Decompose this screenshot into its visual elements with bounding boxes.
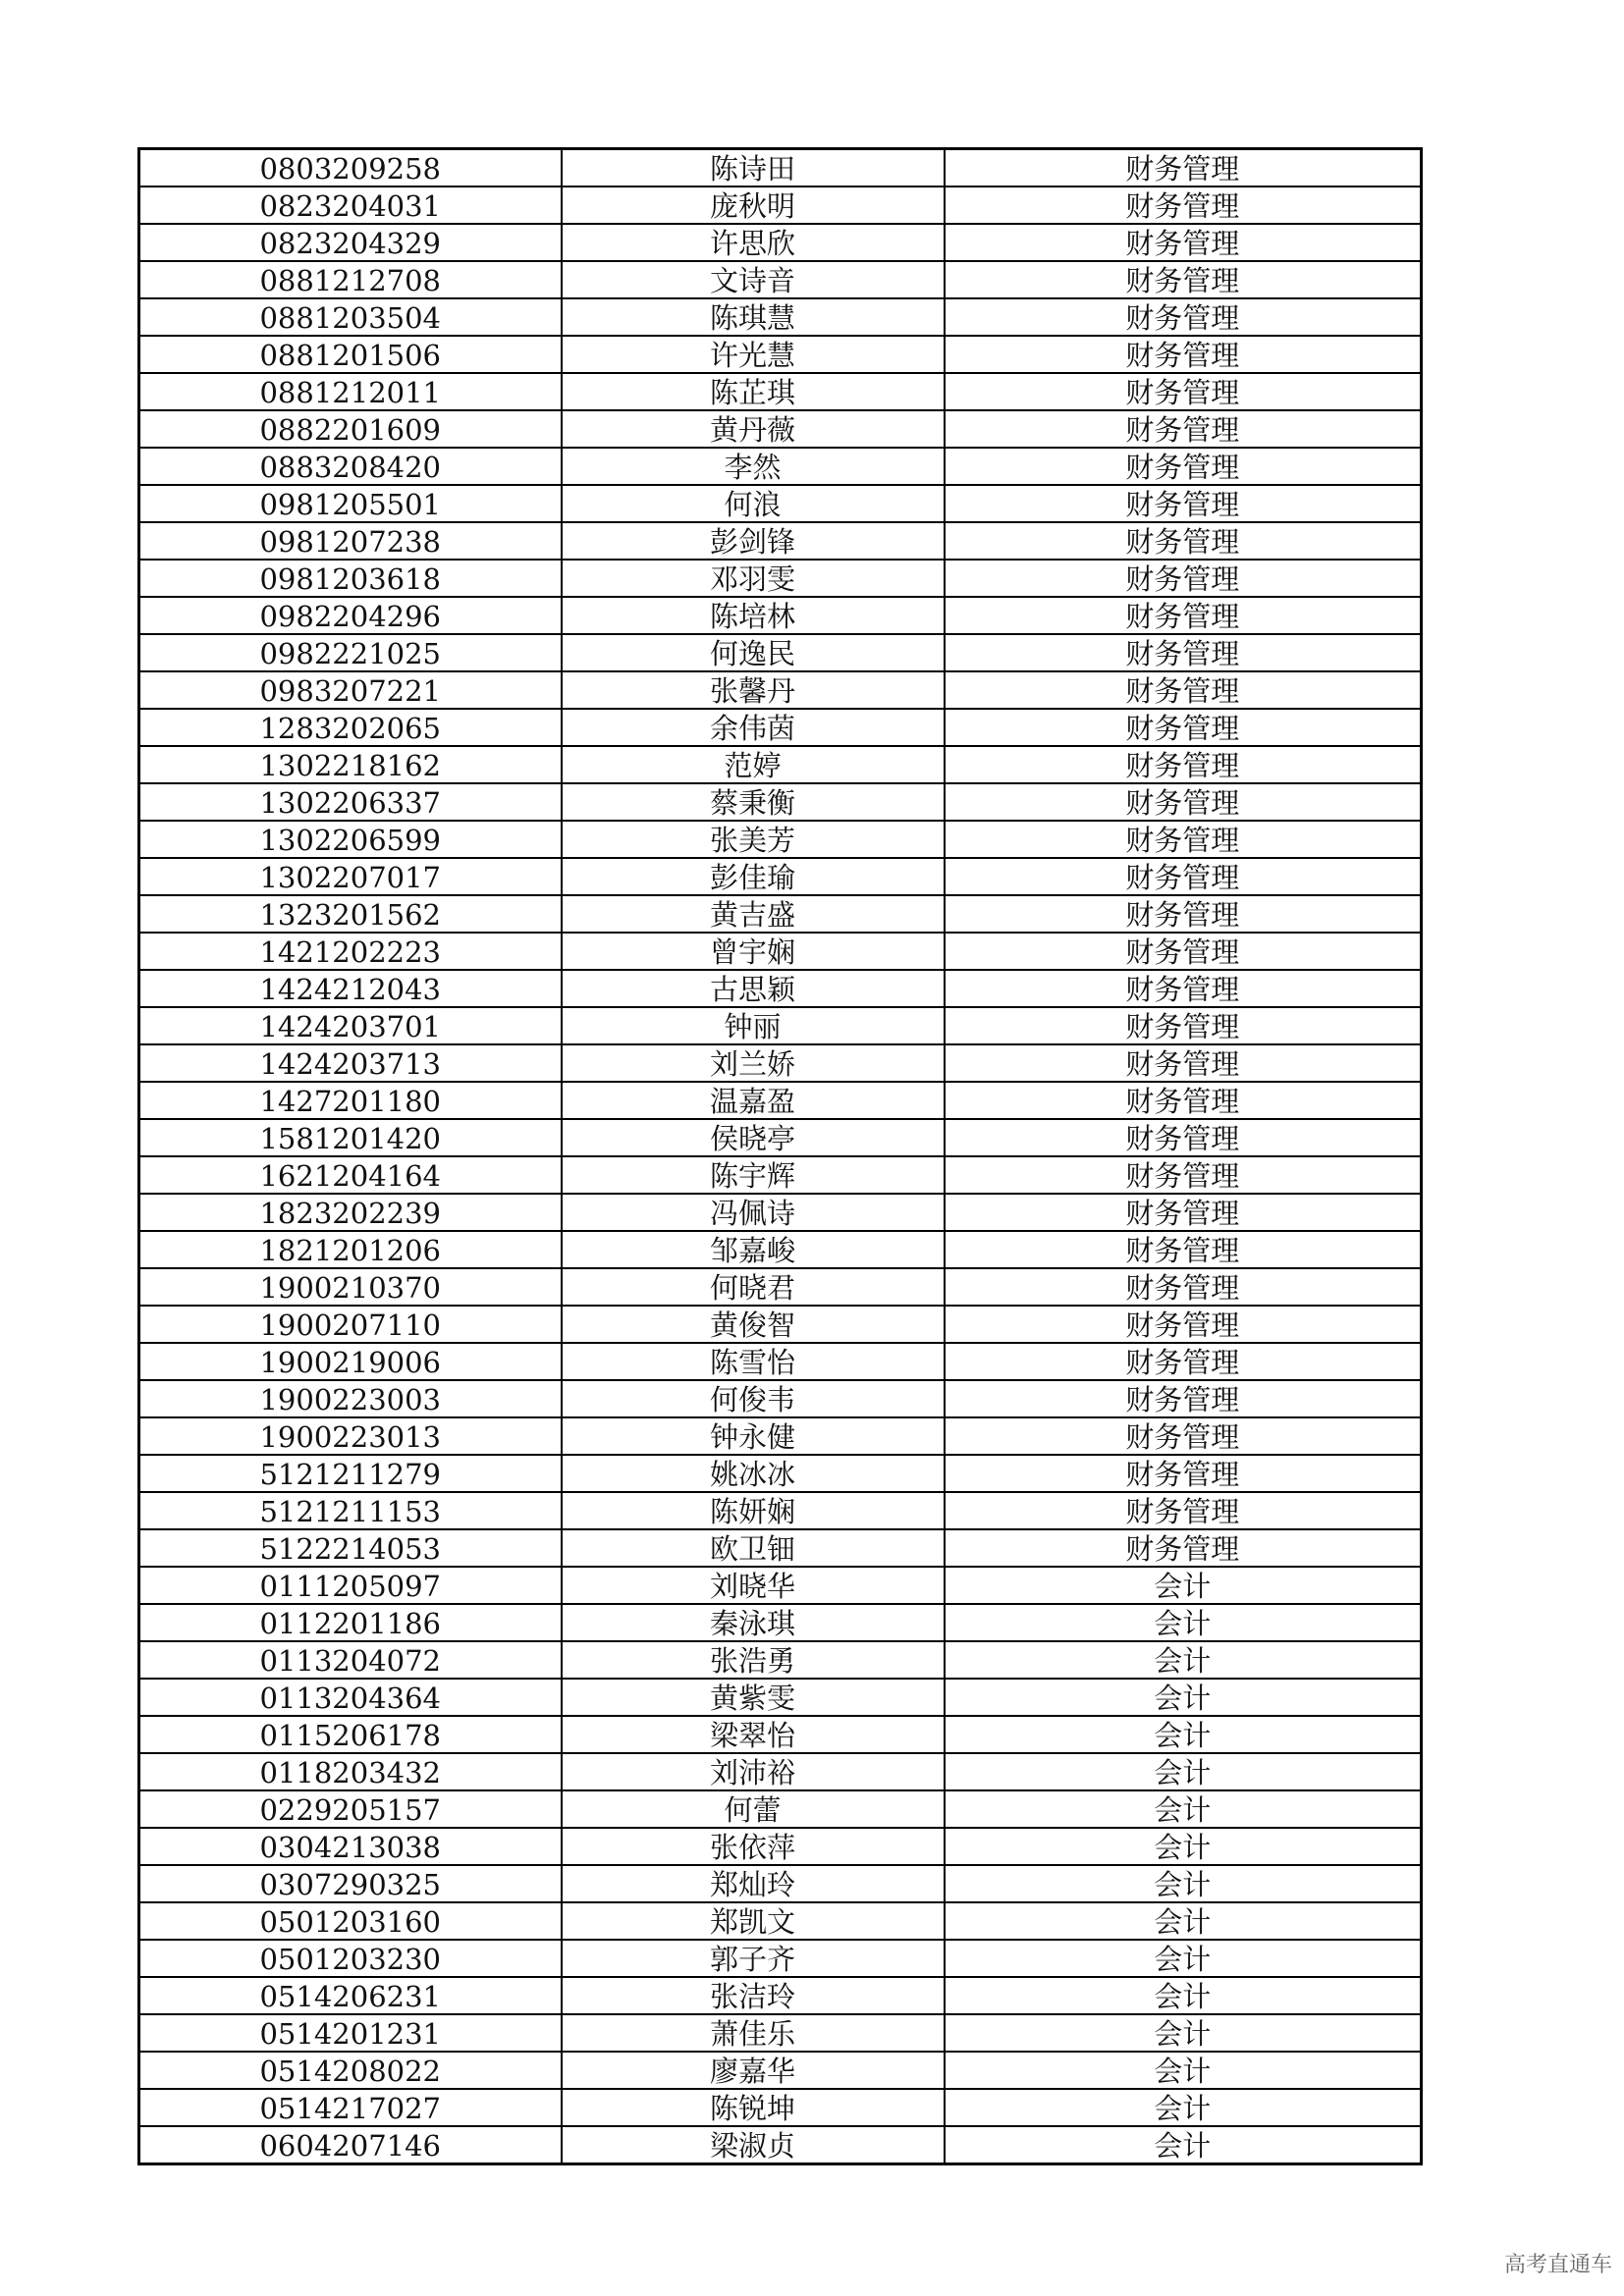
student-id-cell: 1421202223 [139,933,562,970]
student-name-cell: 范婷 [562,746,945,783]
major-cell: 财务管理 [945,821,1422,858]
student-name-cell: 郑灿玲 [562,1865,945,1902]
student-id-cell: 1424203701 [139,1007,562,1044]
table-row [139,1828,1422,1865]
table-row [139,709,1422,746]
student-name-cell: 刘晓华 [562,1567,945,1604]
student-name-cell: 何浪 [562,485,945,522]
table-row [139,821,1422,858]
table-row [139,1156,1422,1194]
student-id-cell: 0113204364 [139,1679,562,1716]
student-id-cell: 0113204072 [139,1641,562,1679]
student-id-cell: 1900207110 [139,1306,562,1343]
student-id-cell: 0982204296 [139,597,562,634]
student-name-cell: 秦泳琪 [562,1604,945,1641]
student-name-cell: 许光慧 [562,336,945,373]
table-row [139,149,1422,187]
table-row [139,1716,1422,1753]
watermark-text: 高考直通车 [1503,2253,1612,2277]
major-cell: 财务管理 [945,895,1422,933]
major-cell: 财务管理 [945,410,1422,448]
major-cell: 会计 [945,2089,1422,2126]
major-cell: 财务管理 [945,298,1422,336]
student-id-cell: 5121211153 [139,1492,562,1529]
student-name-cell: 钟丽 [562,1007,945,1044]
student-id-cell: 0118203432 [139,1753,562,1790]
student-id-cell: 1302206599 [139,821,562,858]
student-id-cell: 1302206337 [139,783,562,821]
student-name-cell: 冯佩诗 [562,1194,945,1231]
student-id-cell: 0604207146 [139,2126,562,2164]
table-row [139,858,1422,895]
student-id-cell: 5122214053 [139,1529,562,1567]
table-row [139,187,1422,224]
student-id-cell: 0803209258 [139,149,562,187]
major-cell: 财务管理 [945,1306,1422,1343]
table-row [139,1194,1422,1231]
major-cell: 财务管理 [945,709,1422,746]
student-id-cell: 0501203160 [139,1902,562,1940]
student-id-cell: 1427201180 [139,1082,562,1119]
table-row [139,1567,1422,1604]
student-id-cell: 1424203713 [139,1044,562,1082]
student-id-cell: 1581201420 [139,1119,562,1156]
table-row [139,1417,1422,1455]
student-name-cell: 陈琪慧 [562,298,945,336]
student-id-cell: 0981207238 [139,522,562,560]
student-name-cell: 廖嘉华 [562,2052,945,2089]
student-id-cell: 0881201506 [139,336,562,373]
student-id-cell: 0112201186 [139,1604,562,1641]
major-cell: 财务管理 [945,783,1422,821]
major-cell: 会计 [945,1865,1422,1902]
table-row [139,2014,1422,2052]
major-cell: 财务管理 [945,1082,1422,1119]
student-id-cell: 0823204031 [139,187,562,224]
major-cell: 财务管理 [945,187,1422,224]
table-row [139,597,1422,634]
student-id-cell: 0982221025 [139,634,562,671]
student-id-cell: 0881203504 [139,298,562,336]
table-row [139,261,1422,298]
major-cell: 会计 [945,1641,1422,1679]
student-id-cell: 0514206231 [139,1977,562,2014]
major-cell: 财务管理 [945,1194,1422,1231]
student-id-cell: 0981205501 [139,485,562,522]
major-cell: 财务管理 [945,1455,1422,1492]
student-name-cell: 庞秋明 [562,187,945,224]
roster-sheet [137,147,1420,2165]
student-id-cell: 0514208022 [139,2052,562,2089]
student-id-cell: 1900223003 [139,1380,562,1417]
student-id-cell: 1283202065 [139,709,562,746]
student-name-cell: 黄紫雯 [562,1679,945,1716]
table-row [139,1790,1422,1828]
major-cell: 财务管理 [945,448,1422,485]
student-name-cell: 温嘉盈 [562,1082,945,1119]
student-id-cell: 1302218162 [139,746,562,783]
student-name-cell: 欧卫钿 [562,1529,945,1567]
student-id-cell: 0882201609 [139,410,562,448]
major-cell: 会计 [945,1902,1422,1940]
major-cell: 会计 [945,1716,1422,1753]
student-name-cell: 邹嘉峻 [562,1231,945,1268]
student-id-cell: 0307290325 [139,1865,562,1902]
student-id-cell: 1821201206 [139,1231,562,1268]
table-row [139,1492,1422,1529]
table-row [139,634,1422,671]
student-name-cell: 陈培林 [562,597,945,634]
student-id-cell: 1900210370 [139,1268,562,1306]
student-id-cell: 0514217027 [139,2089,562,2126]
student-id-cell: 1900219006 [139,1343,562,1380]
student-id-cell: 5121211279 [139,1455,562,1492]
major-cell: 财务管理 [945,224,1422,261]
student-name-cell: 何俊韦 [562,1380,945,1417]
major-cell: 财务管理 [945,634,1422,671]
table-row [139,2052,1422,2089]
student-name-cell: 钟永健 [562,1417,945,1455]
table-row [139,373,1422,410]
major-cell: 会计 [945,1679,1422,1716]
table-row [139,1940,1422,1977]
table-row [139,1044,1422,1082]
student-id-cell: 1302207017 [139,858,562,895]
table-row [139,746,1422,783]
student-id-cell: 0983207221 [139,671,562,709]
table-row [139,522,1422,560]
major-cell: 财务管理 [945,1007,1422,1044]
major-cell: 财务管理 [945,1417,1422,1455]
student-name-cell: 文诗音 [562,261,945,298]
student-name-cell: 萧佳乐 [562,2014,945,2052]
table-row [139,1529,1422,1567]
major-cell: 会计 [945,2014,1422,2052]
table-row [139,410,1422,448]
student-id-cell: 0514201231 [139,2014,562,2052]
student-id-cell: 0229205157 [139,1790,562,1828]
major-cell: 财务管理 [945,149,1422,187]
student-id-cell: 1424212043 [139,970,562,1007]
major-cell: 会计 [945,2052,1422,2089]
major-cell: 财务管理 [945,1268,1422,1306]
major-cell: 财务管理 [945,671,1422,709]
table-row [139,1231,1422,1268]
table-row [139,224,1422,261]
student-id-cell: 0501203230 [139,1940,562,1977]
student-name-cell: 陈芷琪 [562,373,945,410]
major-cell: 会计 [945,1567,1422,1604]
student-id-cell: 0881212708 [139,261,562,298]
table-row [139,1268,1422,1306]
student-name-cell: 张浩勇 [562,1641,945,1679]
student-name-cell: 刘兰娇 [562,1044,945,1082]
table-row [139,933,1422,970]
student-name-cell: 邓羽雯 [562,560,945,597]
table-row [139,1343,1422,1380]
table-row [139,1380,1422,1417]
student-name-cell: 陈诗田 [562,149,945,187]
student-name-cell: 陈妍娴 [562,1492,945,1529]
student-id-cell: 0115206178 [139,1716,562,1753]
student-id-cell: 0881212011 [139,373,562,410]
table-row [139,448,1422,485]
student-name-cell: 姚冰冰 [562,1455,945,1492]
student-name-cell: 彭佳瑜 [562,858,945,895]
table-row [139,970,1422,1007]
table-row [139,1604,1422,1641]
table-row [139,1902,1422,1940]
student-name-cell: 郭子齐 [562,1940,945,1977]
student-name-cell: 郑凯文 [562,1902,945,1940]
major-cell: 会计 [945,1940,1422,1977]
major-cell: 财务管理 [945,1156,1422,1194]
table-row [139,1007,1422,1044]
student-id-cell: 0981203618 [139,560,562,597]
student-id-cell: 1323201562 [139,895,562,933]
student-id-cell: 0111205097 [139,1567,562,1604]
student-name-cell: 侯晓亭 [562,1119,945,1156]
student-name-cell: 张洁玲 [562,1977,945,2014]
student-name-cell: 张馨丹 [562,671,945,709]
student-roster-table [137,147,1423,2165]
major-cell: 会计 [945,2126,1422,2164]
student-name-cell: 陈宇辉 [562,1156,945,1194]
student-id-cell: 0883208420 [139,448,562,485]
major-cell: 会计 [945,1977,1422,2014]
table-row [139,2126,1422,2164]
major-cell: 会计 [945,1790,1422,1828]
student-name-cell: 蔡秉衡 [562,783,945,821]
table-row [139,298,1422,336]
student-name-cell: 梁翠怡 [562,1716,945,1753]
student-name-cell: 张依萍 [562,1828,945,1865]
table-row [139,1306,1422,1343]
table-row [139,783,1422,821]
student-name-cell: 古思颖 [562,970,945,1007]
student-name-cell: 彭剑锋 [562,522,945,560]
major-cell: 会计 [945,1604,1422,1641]
major-cell: 财务管理 [945,597,1422,634]
student-name-cell: 李然 [562,448,945,485]
major-cell: 财务管理 [945,858,1422,895]
major-cell: 会计 [945,1753,1422,1790]
student-name-cell: 陈雪怡 [562,1343,945,1380]
table-row [139,1679,1422,1716]
table-row [139,560,1422,597]
table-row [139,485,1422,522]
roster-table-body [139,149,1422,2164]
major-cell: 财务管理 [945,1380,1422,1417]
major-cell: 财务管理 [945,261,1422,298]
major-cell: 会计 [945,1828,1422,1865]
student-name-cell: 黄丹薇 [562,410,945,448]
table-row [139,1641,1422,1679]
major-cell: 财务管理 [945,1529,1422,1567]
student-id-cell: 0823204329 [139,224,562,261]
major-cell: 财务管理 [945,336,1422,373]
student-name-cell: 许思欣 [562,224,945,261]
student-name-cell: 陈锐坤 [562,2089,945,2126]
major-cell: 财务管理 [945,1343,1422,1380]
table-row [139,895,1422,933]
major-cell: 财务管理 [945,373,1422,410]
student-id-cell: 0304213038 [139,1828,562,1865]
table-row [139,1119,1422,1156]
major-cell: 财务管理 [945,1119,1422,1156]
major-cell: 财务管理 [945,1492,1422,1529]
student-name-cell: 何逸民 [562,634,945,671]
student-name-cell: 刘沛裕 [562,1753,945,1790]
table-row [139,1977,1422,2014]
major-cell: 财务管理 [945,1231,1422,1268]
student-name-cell: 何晓君 [562,1268,945,1306]
major-cell: 财务管理 [945,522,1422,560]
major-cell: 财务管理 [945,933,1422,970]
student-name-cell: 张美芳 [562,821,945,858]
table-row [139,2089,1422,2126]
table-row [139,336,1422,373]
table-row [139,1455,1422,1492]
student-name-cell: 黄吉盛 [562,895,945,933]
student-id-cell: 1900223013 [139,1417,562,1455]
student-name-cell: 黄俊智 [562,1306,945,1343]
table-row [139,1865,1422,1902]
major-cell: 财务管理 [945,1044,1422,1082]
table-row [139,1082,1422,1119]
major-cell: 财务管理 [945,560,1422,597]
student-name-cell: 梁淑贞 [562,2126,945,2164]
student-id-cell: 1621204164 [139,1156,562,1194]
student-name-cell: 余伟茵 [562,709,945,746]
student-name-cell: 曾宇娴 [562,933,945,970]
major-cell: 财务管理 [945,970,1422,1007]
student-name-cell: 何蕾 [562,1790,945,1828]
table-row [139,671,1422,709]
student-id-cell: 1823202239 [139,1194,562,1231]
major-cell: 财务管理 [945,485,1422,522]
major-cell: 财务管理 [945,746,1422,783]
table-row [139,1753,1422,1790]
